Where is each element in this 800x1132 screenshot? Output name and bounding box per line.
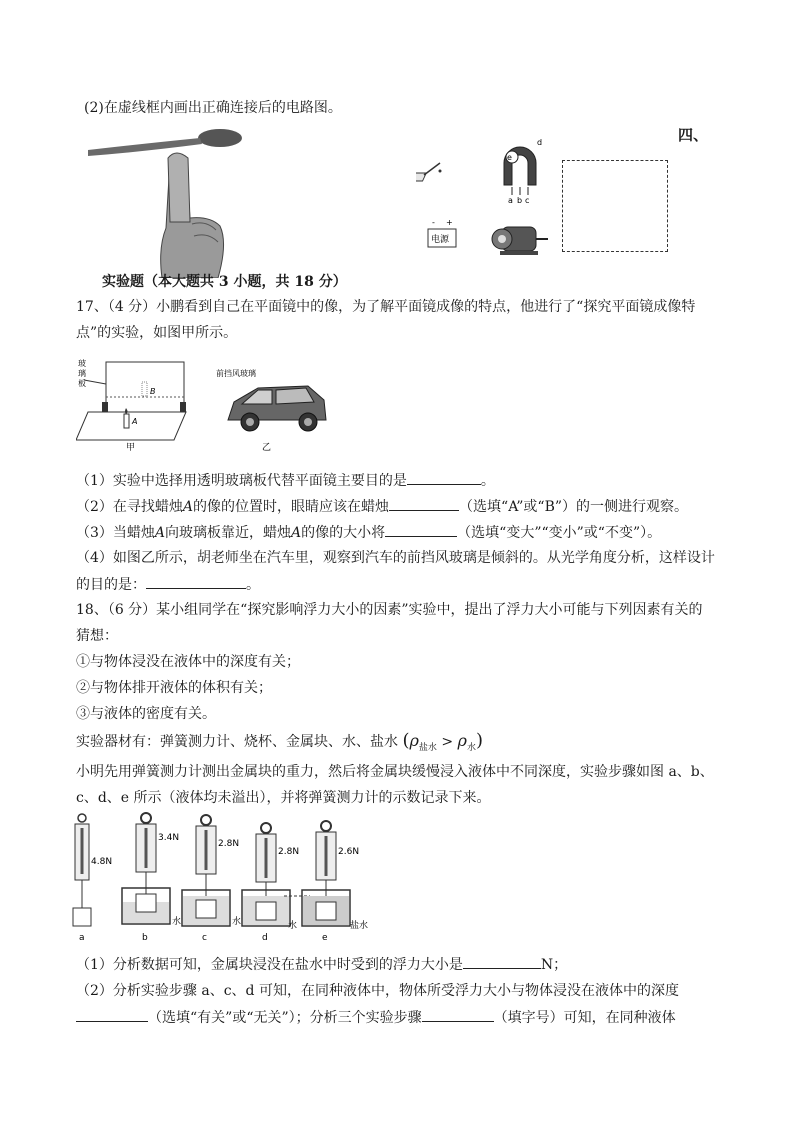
q17-answer-blank-2[interactable] (389, 496, 459, 511)
svg-text:d: d (262, 933, 268, 943)
q17-item4-line2: 的目的是： 。 (76, 574, 260, 595)
figure-jia-caption: 甲 (126, 443, 136, 452)
q18-sub2-line2: （选填“有关”或“无关”）；分析三个实验步骤 （填字号）可知，在同种液体 (76, 1007, 676, 1028)
svg-text:2.8N: 2.8N (278, 847, 300, 857)
svg-text:4.8N: 4.8N (91, 857, 113, 867)
circuit-components-figure (416, 135, 556, 260)
section-title: 实验题（本大题共 3 小题，共 18 分） (102, 274, 347, 290)
q18-materials: 实验器材有：弹簧测力计、烧杯、金属块、水、盐水 $(\rho_{盐水} > \rho_水)$ (76, 730, 483, 753)
figure-jia-mirror-setup (76, 352, 196, 452)
svg-text:b: b (142, 933, 148, 943)
figure-yi-caption: 乙 (262, 443, 272, 453)
q18-answer-blank-2[interactable] (76, 1007, 148, 1022)
motor-icon (492, 227, 548, 255)
svg-text:c: c (202, 933, 207, 943)
magnet-label-e: e (507, 153, 512, 162)
svg-text:水: 水 (172, 917, 182, 927)
scale-c (182, 815, 241, 943)
magnet-label-a: a (508, 196, 513, 205)
svg-text:玻: 玻 (78, 359, 86, 368)
svg-text:a: a (79, 933, 85, 943)
scale-b (122, 813, 181, 943)
scale-a (73, 814, 112, 943)
candle-b (142, 382, 147, 396)
spoon-bowl (198, 129, 242, 147)
q17-answer-blank-1[interactable] (407, 470, 481, 485)
svg-text:3.4N: 3.4N (158, 833, 180, 843)
magnet-label-d: d (537, 138, 543, 147)
svg-text:-: - (432, 218, 435, 227)
magnet-label-c: c (525, 196, 530, 205)
q18-sub1: （1）分析数据可知，金属块浸没在盐水中时受到的浮力大小是 N； (76, 954, 567, 975)
power-label: 电源 (431, 235, 450, 245)
u-magnet-icon (504, 138, 542, 205)
svg-text:2.8N: 2.8N (218, 839, 240, 849)
scale-e (302, 821, 368, 943)
section-four-label: 四、 (678, 126, 709, 144)
svg-text:A: A (132, 417, 138, 426)
svg-text:盐水: 盐水 (350, 921, 369, 931)
q18-guess-1: ①与物体浸没在液体中的深度有关； (76, 654, 300, 670)
svg-text:+: + (446, 218, 453, 227)
q17-item2: （2）在寻找蜡烛A的像的位置时，眼睛应该在蜡烛 （选填“A”或“B”）的一侧进行观察。 (76, 496, 688, 517)
q18-answer-blank-3[interactable] (422, 1007, 494, 1022)
scale-d (242, 823, 310, 943)
question-2-prompt: (2)在虚线框内画出正确连接后的电路图。 (84, 100, 342, 116)
switch-icon (416, 163, 442, 181)
spoon-balance-figure (80, 118, 250, 278)
q18-answer-blank-1[interactable] (463, 954, 541, 969)
q17-stem-line2: 点”的实验，如图甲所示。 (76, 325, 238, 341)
magnet-label-b: b (517, 196, 523, 205)
q18-stem-line2: 猜想： (76, 628, 118, 644)
candle-a (124, 414, 129, 428)
q17-item3: （3）当蜡烛A向玻璃板靠近，蜡烛A的像的大小将 （选填“变大”“变小”或“不变”）。 (76, 522, 661, 543)
buoyancy-experiment-figure (70, 812, 390, 952)
svg-text:2.6N: 2.6N (338, 847, 360, 857)
q17-answer-blank-3[interactable] (385, 522, 457, 537)
q18-stem-line1: 18、（6 分）某小组同学在“探究影响浮力大小的因素”实验中，提出了浮力大小可能与下列因素有关的 (76, 602, 703, 618)
windshield-label: 前挡风玻璃 (216, 369, 256, 378)
q17-answer-blank-4[interactable] (146, 574, 246, 589)
svg-text:B: B (150, 387, 156, 396)
table-surface (76, 412, 186, 440)
svg-text:璃: 璃 (78, 369, 86, 378)
svg-text:e: e (322, 933, 328, 943)
q18-procedure-line1: 小明先用弹簧测力计测出金属块的重力，然后将金属块缓慢浸入液体中不同深度，实验步骤如图 a、b、 (76, 764, 714, 780)
q18-procedure-line2: c、d、e 所示（液体均未溢出），并将弹簧测力计的示数记录下来。 (76, 790, 491, 806)
q18-sub2-line1: （2）分析实验步骤 a、c、d 可知，在同种液体中，物体所受浮力大小与物体浸没在液体中的深度 (76, 983, 679, 999)
q17-stem-line1: 17、（4 分）小鹏看到自己在平面镜中的像，为了解平面镜成像的特点，他进行了“探究平面镜成像特 (76, 299, 696, 315)
svg-text:水: 水 (232, 917, 242, 927)
svg-text:水: 水 (288, 921, 298, 931)
q18-guess-3: ③与液体的密度有关。 (76, 706, 216, 722)
figure-yi-car (214, 366, 334, 456)
q17-item1: （1）实验中选择用透明玻璃板代替平面镜主要目的是 。 (76, 470, 495, 491)
finger (168, 153, 190, 222)
q18-guess-2: ②与物体排开液体的体积有关； (76, 680, 272, 696)
q17-item4-line1: （4）如图乙所示，胡老师坐在汽车里，观察到汽车的前挡风玻璃是倾斜的。从光学角度分析，这样设计 (76, 550, 715, 566)
spoon-handle (88, 138, 202, 156)
power-source-icon (428, 218, 456, 247)
svg-text:板: 板 (78, 379, 86, 388)
circuit-drawing-box[interactable] (562, 160, 668, 252)
